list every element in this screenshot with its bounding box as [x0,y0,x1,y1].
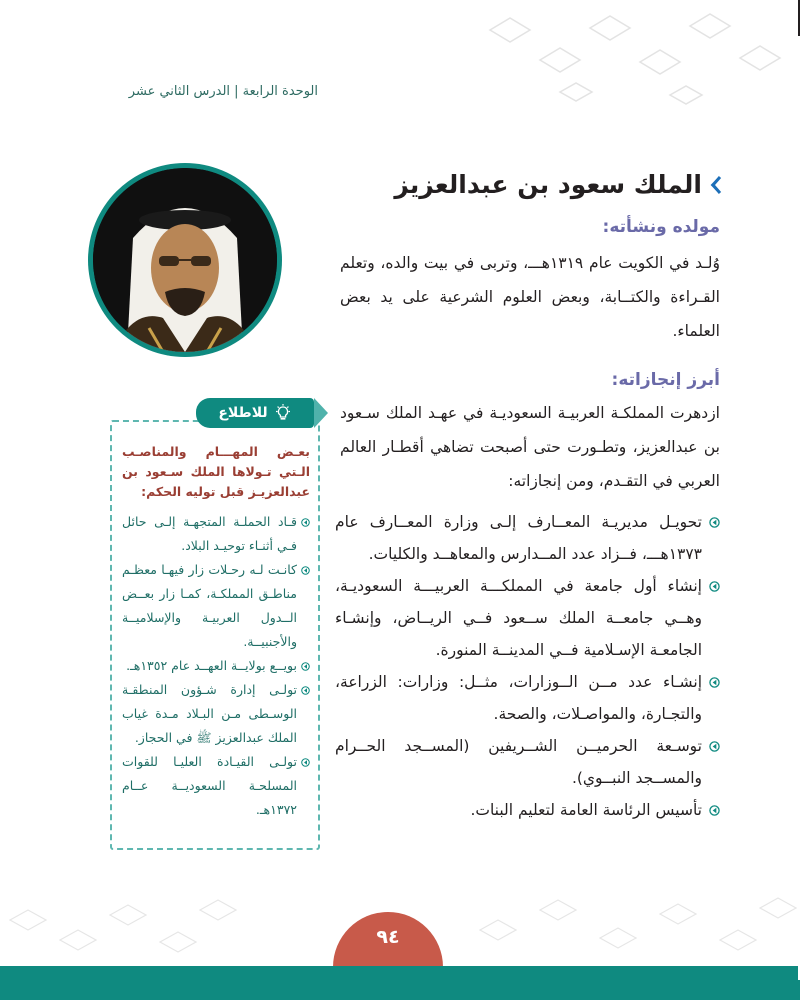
list-item [122,558,310,654]
list-item-text: إنشـاء عدد مــن الــوزارات، مثــل: وزارات: الزراعة، والتجـارة، والمواصـلات، والصحة. [335,673,702,723]
list-item [122,654,310,678]
list-item-text: توسـعة الحرميــن الشــريفين (المســجد الحــرام والمســجد النبــوي). [335,737,702,787]
list-item-text: تولـى إدارة شـؤون المنطقـة الوسـطى مـن البـلاد مـدة غياب الملك عبدالعزيز ﷺ في الحجاز. [122,682,297,745]
bullet-icon [301,566,310,575]
chevron-left-icon [710,176,722,194]
list-item-text: تأسيس الرئاسة العامة لتعليم البنات. [470,801,702,819]
king-portrait [93,168,277,352]
page-title: الملك سعود بن عبدالعزيز [394,170,702,199]
list-item [122,678,310,750]
list-item-text: قـاد الحملـة المتجهـة إلـى حائل فـي أثنـاء توحيـد البلاد. [122,514,297,553]
list-item [335,666,720,730]
birth-heading: مولده ونشأته: [602,217,720,237]
achievements-intro: ازدهرت المملكـة العربيـة السعوديـة في عهـد الملك سـعود بن عبدالعزيز، وتطـورت حتى أصبحت تضاهي أقطـار العالم العربي في التقـدم، ومن إنجازاته: [340,404,720,490]
decorative-pattern-bottom-right [460,880,800,970]
breadcrumb: الوحدة الرابعة | الدرس الثاني عشر [128,84,318,99]
info-box-tag [196,398,314,428]
info-box-tag-label: للاطلاع [218,405,268,421]
bullet-icon [709,581,720,592]
list-item-text: بويــع بولايــة العهــد عام ١٣٥٢هـ. [126,658,297,673]
list-item-text: تحويـل مديريـة المعــارف إلـى وزارة المعــارف عام ١٣٧٣هـــ، فــزاد عدد المــدارس والمعاهــد والكليات. [335,513,702,563]
info-box-list [122,510,310,822]
decorative-pattern-bottom-left [0,880,240,970]
page-number: ٩٤ [376,926,400,948]
list-item-text: تولـى القيـادة العليـا للقوات المسلحـة السعوديــة عــام ١٣٧٢هـ. [122,754,297,817]
info-box-intro: بعـض المهـــام والمناصـب الـتي تـولاها الملك سـعود بن عبدالعزيـز قبل توليه الحكم: [122,444,310,499]
bullet-icon [709,805,720,816]
birth-text: وُلـد في الكويت عام ١٣١٩هـــ، وتربى في بيت والده، وتعلم القـراءة والكتــابة، وبعض العلوم الشرعية على يد بعض العلماء. [340,254,720,340]
list-item-text: إنشاء أول جامعة في المملكـــة العربيـــة السعوديـة، وهــي جامعــة الملك ســعود فــي الريــاض، وإنشـاء الجامعـة الإسـلامية فــي المدينــة المنورة. [335,577,702,659]
bullet-icon [301,518,310,527]
list-item [335,506,720,570]
title-row [394,170,722,199]
bullet-icon [301,758,310,767]
decorative-pattern-top [470,0,800,110]
list-item [335,794,720,826]
list-item-text: كانـت لـه رحـلات زار فيهـا معظـم مناطـق المملكـة، كمـا زار بعــض الــدول العربيـة والإسلاميــة والأجنبيــة. [122,562,297,649]
list-item [335,730,720,794]
portrait-frame [88,163,282,357]
bullet-icon [709,677,720,688]
bullet-icon [709,741,720,752]
achievements-heading: أبرز إنجازاته: [611,370,720,390]
bullet-icon [301,662,310,671]
list-item [122,510,310,558]
tag-arrow-icon [314,398,328,428]
list-item [335,570,720,666]
list-item [122,750,310,822]
bullet-icon [301,686,310,695]
achievements-list [335,506,720,826]
bullet-icon [709,517,720,528]
footer-bar [0,966,800,1000]
lightbulb-icon [274,404,292,422]
